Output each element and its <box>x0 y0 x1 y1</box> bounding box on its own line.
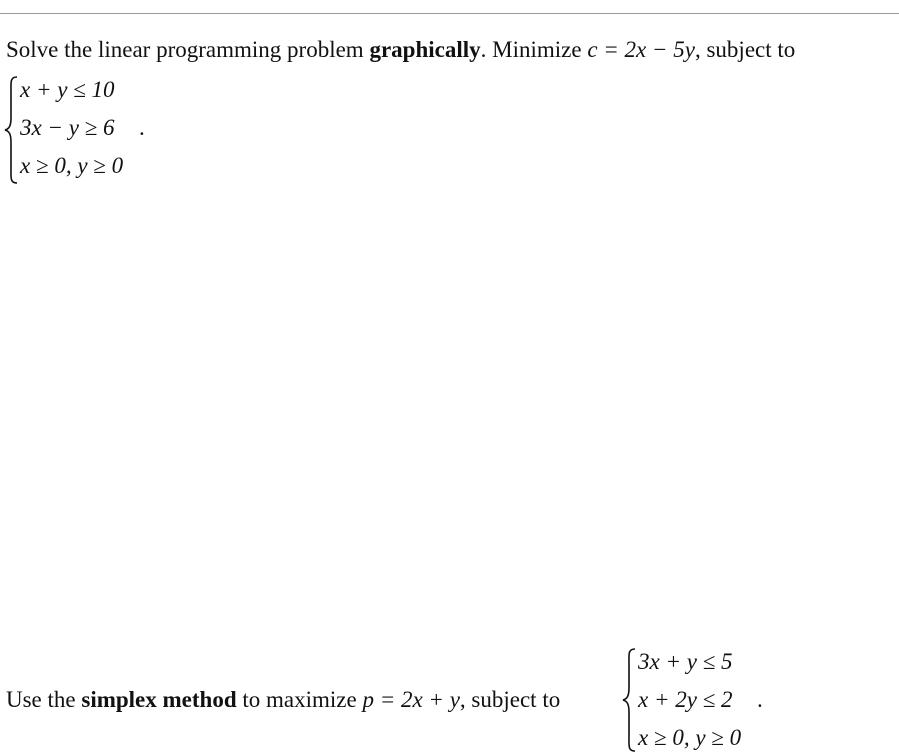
problem-1-objective: c = 2x − 5y <box>587 37 695 62</box>
top-divider <box>0 13 899 14</box>
problem-1-after-method: . Minimize <box>480 37 588 62</box>
problem-2-lead: Use the <box>6 687 82 712</box>
problem-2-objective: p = 2x + y <box>362 687 460 712</box>
problem-2-constraint-3: x ≥ 0, y ≥ 0 <box>638 725 742 750</box>
problem-2-method: simplex method <box>81 687 237 712</box>
problem-1-tail: , subject to <box>694 37 796 62</box>
problem-1-constraint-3: x ≥ 0, y ≥ 0 <box>20 153 124 178</box>
problem-2-statement <box>6 686 560 714</box>
problem-2-after-method: to maximize <box>236 687 363 712</box>
problem-1-method: graphically <box>369 37 481 62</box>
problem-1-constraint-2: 3x − y ≥ 6 <box>20 115 115 140</box>
problem-1-statement <box>6 36 795 64</box>
problem-1-period: . <box>139 115 145 140</box>
problem-1-constraint-1: x + y ≤ 10 <box>20 77 115 102</box>
problem-2-constraint-2: x + 2y ≤ 2 <box>638 687 733 712</box>
problem-1-lead: Solve the linear programming problem <box>6 37 370 62</box>
problem-2-constraint-1: 3x + y ≤ 5 <box>638 649 733 674</box>
left-brace-icon <box>622 646 638 754</box>
problem-2-period: . <box>757 687 763 712</box>
left-brace-icon <box>4 74 20 186</box>
problem-2-tail: , subject to <box>459 687 561 712</box>
